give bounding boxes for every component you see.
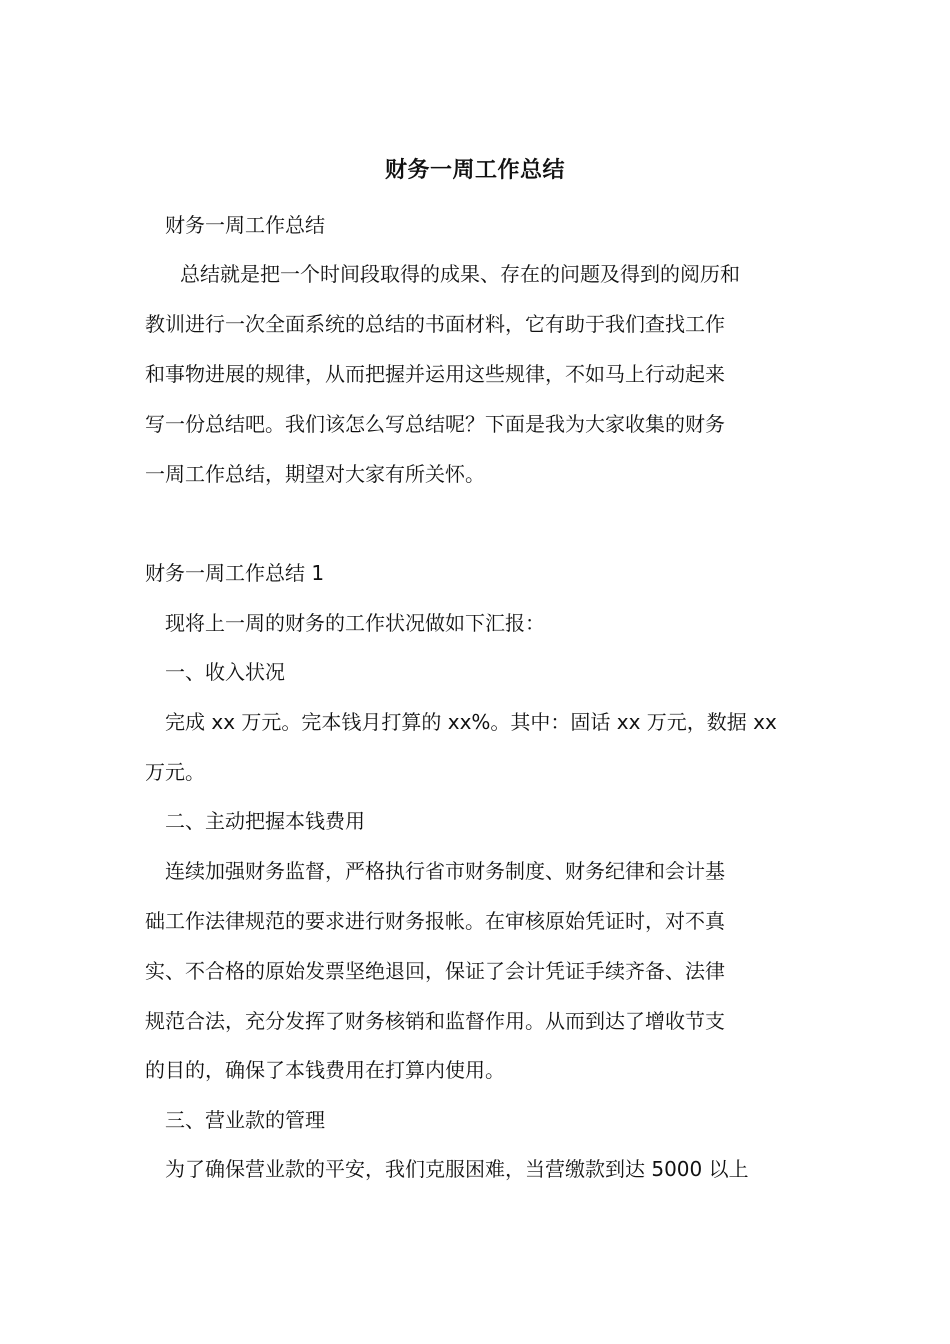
section-heading: 财务一周工作总结 1 xyxy=(145,561,325,585)
paragraph-line: 连续加强财务监督，严格执行省市财务制度、财务纪律和会计基 xyxy=(165,859,725,883)
subsection-heading: 二、主动把握本钱费用 xyxy=(165,809,365,833)
paragraph-line: 总结就是把一个时间段取得的成果、存在的问题及得到的阅历和 xyxy=(180,262,740,286)
paragraph-line: 为了确保营业款的平安，我们克服困难，当营缴款到达 5000 以上 xyxy=(165,1157,749,1181)
paragraph-line: 完成 xx 万元。完本钱月打算的 xx%。其中：固话 xx 万元，数据 xx xyxy=(165,710,777,734)
paragraph-line: 实、不合格的原始发票坚绝退回，保证了会计凭证手续齐备、法律 xyxy=(145,959,725,983)
paragraph-line: 教训进行一次全面系统的总结的书面材料，它有助于我们查找工作 xyxy=(145,312,725,336)
subsection-heading: 三、营业款的管理 xyxy=(165,1108,325,1132)
document-title: 财务一周工作总结 xyxy=(384,158,565,183)
subsection-heading: 一、收入状况 xyxy=(165,660,285,684)
paragraph-line: 一周工作总结，期望对大家有所关怀。 xyxy=(145,462,485,486)
subtitle-line: 财务一周工作总结 xyxy=(165,213,325,237)
paragraph-line: 现将上一周的财务的工作状况做如下汇报： xyxy=(165,611,545,635)
paragraph-line: 和事物进展的规律，从而把握并运用这些规律，不如马上行动起来 xyxy=(145,362,725,386)
paragraph-line: 础工作法律规范的要求进行财务报帐。在审核原始凭证时，对不真 xyxy=(145,909,725,933)
paragraph-line: 规范合法，充分发挥了财务核销和监督作用。从而到达了增收节支 xyxy=(145,1009,725,1033)
paragraph-line: 万元。 xyxy=(145,760,205,784)
paragraph-line: 写一份总结吧。我们该怎么写总结呢？下面是我为大家收集的财务 xyxy=(145,412,725,436)
paragraph-line: 的目的，确保了本钱费用在打算内使用。 xyxy=(145,1058,505,1082)
